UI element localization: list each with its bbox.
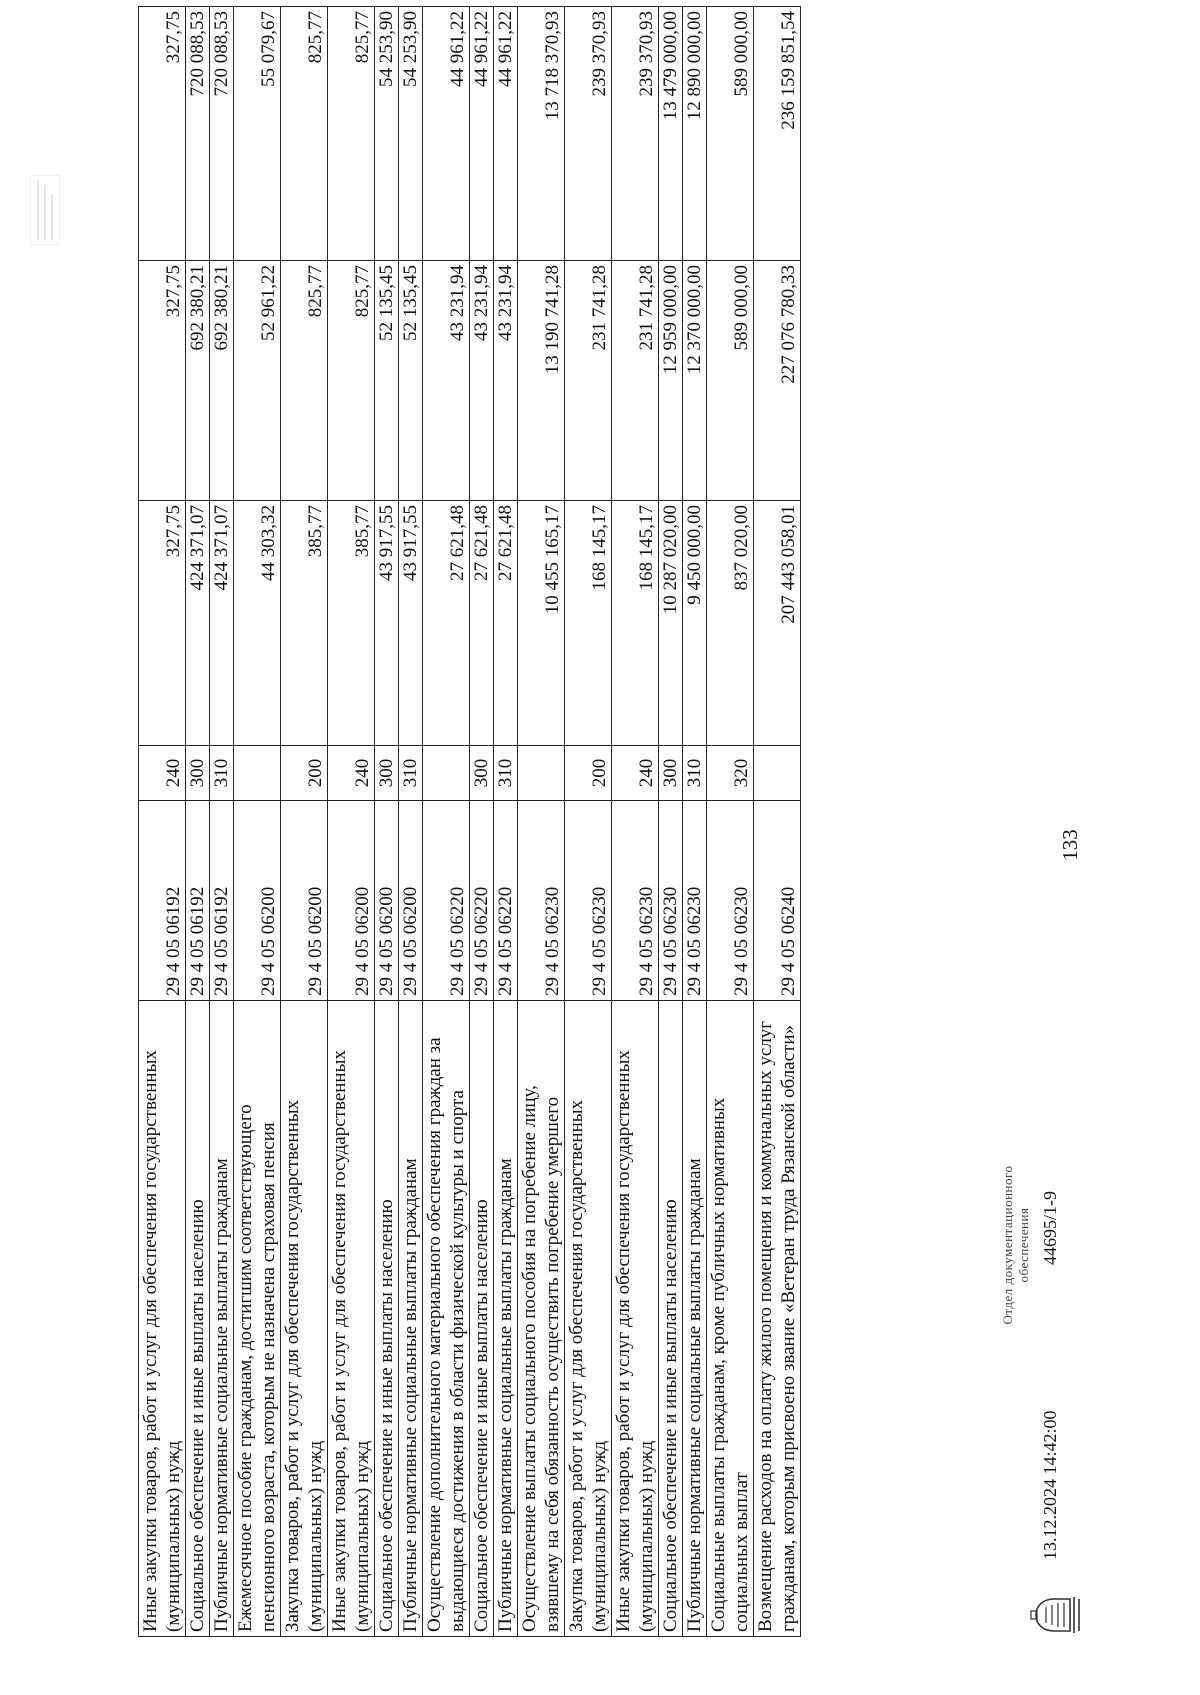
row-value-3: 825,77 bbox=[328, 7, 375, 261]
row-code: 29 4 05 06220 bbox=[470, 801, 494, 1001]
row-code: 29 4 05 06230 bbox=[683, 801, 707, 1001]
row-expense-type bbox=[518, 746, 565, 801]
table-row bbox=[281, 7, 328, 1637]
row-name: Ежемесячное пособие гражданам, достигшим соответствующего пенсионного возраста, которым не назначена страховая пенсия bbox=[234, 1001, 281, 1637]
row-value-3: 44 961,22 bbox=[470, 7, 494, 261]
row-code: 29 4 05 06200 bbox=[281, 801, 328, 1001]
row-code: 29 4 05 06220 bbox=[494, 801, 518, 1001]
row-name: Закупка товаров, работ и услуг для обеспечения государственных (муниципальных) нужд bbox=[281, 1001, 328, 1637]
row-code: 29 4 05 06200 bbox=[375, 801, 399, 1001]
row-value-1: 44 303,32 bbox=[234, 501, 281, 746]
row-value-2: 825,77 bbox=[281, 261, 328, 501]
row-name: Закупка товаров, работ и услуг для обеспечения государственных (муниципальных) нужд bbox=[565, 1001, 612, 1637]
row-value-2: 52 135,45 bbox=[399, 261, 423, 501]
row-expense-type: 310 bbox=[210, 746, 234, 801]
row-value-2: 692 380,21 bbox=[186, 261, 210, 501]
row-value-3: 13 479 000,00 bbox=[659, 7, 683, 261]
row-code: 29 4 05 06192 bbox=[139, 801, 186, 1001]
row-expense-type bbox=[234, 746, 281, 801]
row-value-1: 168 145,17 bbox=[565, 501, 612, 746]
table-row bbox=[210, 7, 234, 1637]
table-row bbox=[375, 7, 399, 1637]
table-row bbox=[659, 7, 683, 1637]
row-code: 29 4 05 06230 bbox=[612, 801, 659, 1001]
row-code: 29 4 05 06220 bbox=[423, 801, 470, 1001]
table-row bbox=[494, 7, 518, 1637]
table-row bbox=[612, 7, 659, 1637]
stamp-line-1: Отдел документационного bbox=[1000, 1165, 1015, 1325]
row-expense-type: 310 bbox=[683, 746, 707, 801]
row-name: Иные закупки товаров, работ и услуг для обеспечения государственных (муниципальных) нужд bbox=[612, 1001, 659, 1637]
row-value-3: 44 961,22 bbox=[423, 7, 470, 261]
row-code: 29 4 05 06200 bbox=[328, 801, 375, 1001]
row-value-3: 589 000,00 bbox=[707, 7, 754, 261]
row-value-2: 12 959 000,00 bbox=[659, 261, 683, 501]
page-number: 133 bbox=[1058, 829, 1082, 861]
row-name: Социальное обеспечение и иные выплаты населению bbox=[186, 1001, 210, 1637]
row-value-3: 54 253,90 bbox=[399, 7, 423, 261]
row-value-3: 54 253,90 bbox=[375, 7, 399, 261]
row-value-2: 825,77 bbox=[328, 261, 375, 501]
table-row bbox=[399, 7, 423, 1637]
row-value-2: 52 961,22 bbox=[234, 261, 281, 501]
row-value-1: 9 450 000,00 bbox=[683, 501, 707, 746]
row-expense-type: 320 bbox=[707, 746, 754, 801]
row-code: 29 4 05 06200 bbox=[399, 801, 423, 1001]
row-code: 29 4 05 06200 bbox=[234, 801, 281, 1001]
row-code: 29 4 05 06192 bbox=[186, 801, 210, 1001]
row-expense-type: 240 bbox=[139, 746, 186, 801]
row-value-3: 239 370,93 bbox=[565, 7, 612, 261]
row-expense-type: 300 bbox=[470, 746, 494, 801]
row-code: 29 4 05 06230 bbox=[518, 801, 565, 1001]
row-name: Социальные выплаты гражданам, кроме публичных нормативных социальных выплат bbox=[707, 1001, 754, 1637]
row-value-2: 589 000,00 bbox=[707, 261, 754, 501]
row-expense-type: 300 bbox=[659, 746, 683, 801]
table-body bbox=[139, 7, 801, 1637]
row-expense-type: 200 bbox=[565, 746, 612, 801]
row-expense-type bbox=[754, 746, 801, 801]
row-name: Социальное обеспечение и иные выплаты населению bbox=[470, 1001, 494, 1637]
coat-of-arms-icon bbox=[1030, 1593, 1084, 1637]
row-value-1: 27 621,48 bbox=[423, 501, 470, 746]
row-value-1: 10 287 020,00 bbox=[659, 501, 683, 746]
table-row bbox=[423, 7, 470, 1637]
row-value-1: 27 621,48 bbox=[470, 501, 494, 746]
stamp-line-2: обеспечения bbox=[1016, 1207, 1031, 1283]
row-value-3: 720 088,53 bbox=[186, 7, 210, 261]
table-row bbox=[234, 7, 281, 1637]
row-value-2: 231 741,28 bbox=[565, 261, 612, 501]
row-value-1: 27 621,48 bbox=[494, 501, 518, 746]
row-code: 29 4 05 06230 bbox=[707, 801, 754, 1001]
table-row bbox=[139, 7, 186, 1637]
row-value-2: 227 076 780,33 bbox=[754, 261, 801, 501]
row-expense-type: 200 bbox=[281, 746, 328, 801]
row-value-1: 837 020,00 bbox=[707, 501, 754, 746]
row-expense-type: 240 bbox=[612, 746, 659, 801]
row-value-3: 239 370,93 bbox=[612, 7, 659, 261]
row-expense-type: 300 bbox=[375, 746, 399, 801]
row-name: Иные закупки товаров, работ и услуг для обеспечения государственных (муниципальных) нужд bbox=[139, 1001, 186, 1637]
row-value-1: 424 371,07 bbox=[210, 501, 234, 746]
row-name: Осуществление дополнительного материального обеспечения граждан за выдающиеся достижения в области физической культуры и спорта bbox=[423, 1001, 470, 1637]
row-value-1: 43 917,55 bbox=[399, 501, 423, 746]
row-value-1: 43 917,55 bbox=[375, 501, 399, 746]
table-row bbox=[707, 7, 754, 1637]
row-value-3: 12 890 000,00 bbox=[683, 7, 707, 261]
row-name: Социальное обеспечение и иные выплаты населению bbox=[375, 1001, 399, 1637]
row-name: Публичные нормативные социальные выплаты гражданам bbox=[399, 1001, 423, 1637]
budget-table bbox=[138, 6, 801, 1637]
row-value-2: 13 190 741,28 bbox=[518, 261, 565, 501]
row-name: Социальное обеспечение и иные выплаты населению bbox=[659, 1001, 683, 1637]
footer-doc-number: 44695/1-9 bbox=[1040, 1191, 1060, 1265]
scan-artifact bbox=[30, 175, 60, 245]
row-name: Публичные нормативные социальные выплаты гражданам bbox=[494, 1001, 518, 1637]
row-value-2: 327,75 bbox=[139, 261, 186, 501]
row-value-3: 327,75 bbox=[139, 7, 186, 261]
row-value-1: 10 455 165,17 bbox=[518, 501, 565, 746]
row-value-1: 168 145,17 bbox=[612, 501, 659, 746]
row-value-2: 12 370 000,00 bbox=[683, 261, 707, 501]
row-expense-type bbox=[423, 746, 470, 801]
row-expense-type: 310 bbox=[399, 746, 423, 801]
row-name: Публичные нормативные социальные выплаты гражданам bbox=[210, 1001, 234, 1637]
row-value-3: 55 079,67 bbox=[234, 7, 281, 261]
row-value-3: 236 159 851,54 bbox=[754, 7, 801, 261]
row-name: Иные закупки товаров, работ и услуг для обеспечения государственных (муниципальных) нужд bbox=[328, 1001, 375, 1637]
row-value-3: 13 718 370,93 bbox=[518, 7, 565, 261]
row-value-3: 825,77 bbox=[281, 7, 328, 261]
row-value-1: 424 371,07 bbox=[186, 501, 210, 746]
row-code: 29 4 05 06240 bbox=[754, 801, 801, 1001]
table-row bbox=[518, 7, 565, 1637]
row-value-1: 207 443 058,01 bbox=[754, 501, 801, 746]
row-name: Осуществление выплаты социального пособия на погребение лицу, взявшему на себя обязанность осуществить погребение умершего bbox=[518, 1001, 565, 1637]
table-row bbox=[470, 7, 494, 1637]
table-row bbox=[754, 7, 801, 1637]
table-row bbox=[186, 7, 210, 1637]
row-value-1: 327,75 bbox=[139, 501, 186, 746]
row-name: Публичные нормативные социальные выплаты гражданам bbox=[683, 1001, 707, 1637]
row-value-2: 52 135,45 bbox=[375, 261, 399, 501]
row-value-2: 231 741,28 bbox=[612, 261, 659, 501]
department-stamp bbox=[1000, 1115, 1032, 1375]
row-value-3: 44 961,22 bbox=[494, 7, 518, 261]
row-value-2: 43 231,94 bbox=[423, 261, 470, 501]
row-expense-type: 300 bbox=[186, 746, 210, 801]
row-value-1: 385,77 bbox=[328, 501, 375, 746]
row-value-1: 385,77 bbox=[281, 501, 328, 746]
row-name: Возмещение расходов на оплату жилого помещения и коммунальных услуг гражданам, которым присвоено звание «Ветеран труда Рязанской области» bbox=[754, 1001, 801, 1637]
row-expense-type: 240 bbox=[328, 746, 375, 801]
row-value-2: 692 380,21 bbox=[210, 261, 234, 501]
row-value-2: 43 231,94 bbox=[470, 261, 494, 501]
row-code: 29 4 05 06230 bbox=[659, 801, 683, 1001]
row-value-3: 720 088,53 bbox=[210, 7, 234, 261]
table-row bbox=[565, 7, 612, 1637]
row-expense-type: 310 bbox=[494, 746, 518, 801]
table-row bbox=[683, 7, 707, 1637]
row-value-2: 43 231,94 bbox=[494, 261, 518, 501]
footer-timestamp: 13.12.2024 14:42:00 bbox=[1040, 1410, 1060, 1560]
table-row bbox=[328, 7, 375, 1637]
row-code: 29 4 05 06192 bbox=[210, 801, 234, 1001]
row-code: 29 4 05 06230 bbox=[565, 801, 612, 1001]
